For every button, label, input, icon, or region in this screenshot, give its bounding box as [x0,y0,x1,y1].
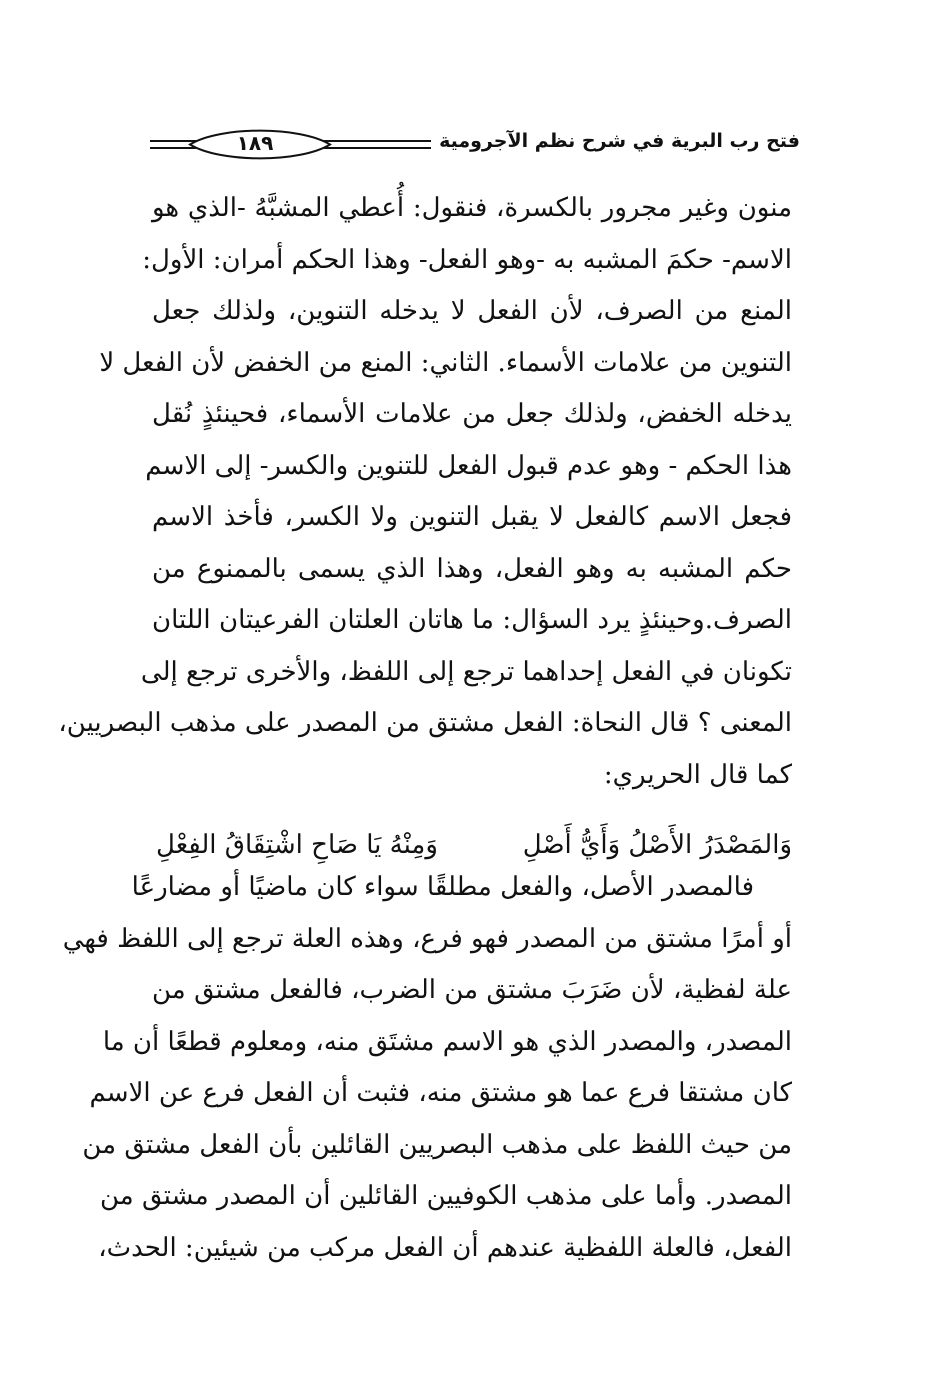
verse-second-hemistich: وَمِنْهُ يَا صَاحِ اشْتِقَاقُ الفِعْلِ [156,830,438,860]
text-line: هذا الحكم - وهو عدم قبول الفعل للتنوين والكسر- إلى الاسم [145,450,792,481]
verse-first-hemistich: وَالمَصْدَرُ الأَصْلُ وَأَيُّ أَصْلِ [522,830,792,860]
text-line: علة لفظية، لأن ضَرَبَ مشتق من الضرب، فالفعل مشتق من [152,975,792,1005]
text-line: الصرف.وحينئذٍ يرد السؤال: ما هاتان العلتان الفرعيتان اللتان [152,605,792,635]
text-line: التنوين من علامات الأسماء. الثاني: المنع من الخفض لأن الفعل لا [99,347,792,378]
text-line: تكونان في الفعل إحداهما ترجع إلى اللفظ، والأخرى ترجع إلى [140,656,792,687]
text-line: يدخله الخفض، ولذلك جعل من علامات الأسماء، فحينئذٍ نُقل [152,399,792,429]
text-line: من حيث اللفظ على مذهب البصريين القائلين بأن الفعل مشتق من [82,1129,792,1160]
text-line: المصدر، والمصدر الذي هو الاسم مشتَق منه، ومعلوم قطعًا أن ما [102,1026,792,1057]
text-line: المصدر. وأما على مذهب الكوفيين القائلين أن المصدر مشتق من [100,1181,792,1211]
running-header [150,128,800,162]
page-number: ١٨٩ [236,131,274,155]
poetry-verse [152,825,792,865]
text-line: الاسم- حكمَ المشبه به -وهو الفعل- وهذا الحكم أمران: الأول: [142,244,792,275]
text-line: أو أمرًا مشتق من المصدر فهو فرع، وهذه العلة ترجع إلى اللفظ فهي [62,923,792,954]
text-line: المنع من الصرف، لأن الفعل لا يدخله التنوين، ولذلك جعل [152,296,792,326]
text-line: منون وغير مجرور بالكسرة، فنقول: أُعطي المشبَّهُ -الذي هو [152,193,792,223]
text-line: الفعل، فالعلة اللفظية عندهم أن الفعل مركب من شيئين: الحدث، [98,1232,792,1263]
text-line: كان مشتقا فرع عما هو مشتق منه، فثبت أن الفعل فرع عن الاسم [89,1078,792,1108]
paragraph-2 [62,862,792,1274]
text-line: فالمصدر الأصل، والفعل مطلقًا سواء كان ماضيًا أو مضارعًا [131,872,754,902]
text-line: كما قال الحريري: [603,759,792,790]
text-line: فجعل الاسم كالفعل لا يقبل التنوين ولا الكسر، فأخذ الاسم [152,502,792,532]
book-title: فتح رب البرية في شرح نظم الآجرومية [431,130,800,152]
text-line: حكم المشبه به وهو الفعل، وهذا الذي يسمى بالممنوع من [152,553,792,584]
text-line: المعنى ؟ قال النحاة: الفعل مشتق من المصدر على مذهب البصريين، [58,708,792,738]
paragraph-1 [58,183,792,801]
